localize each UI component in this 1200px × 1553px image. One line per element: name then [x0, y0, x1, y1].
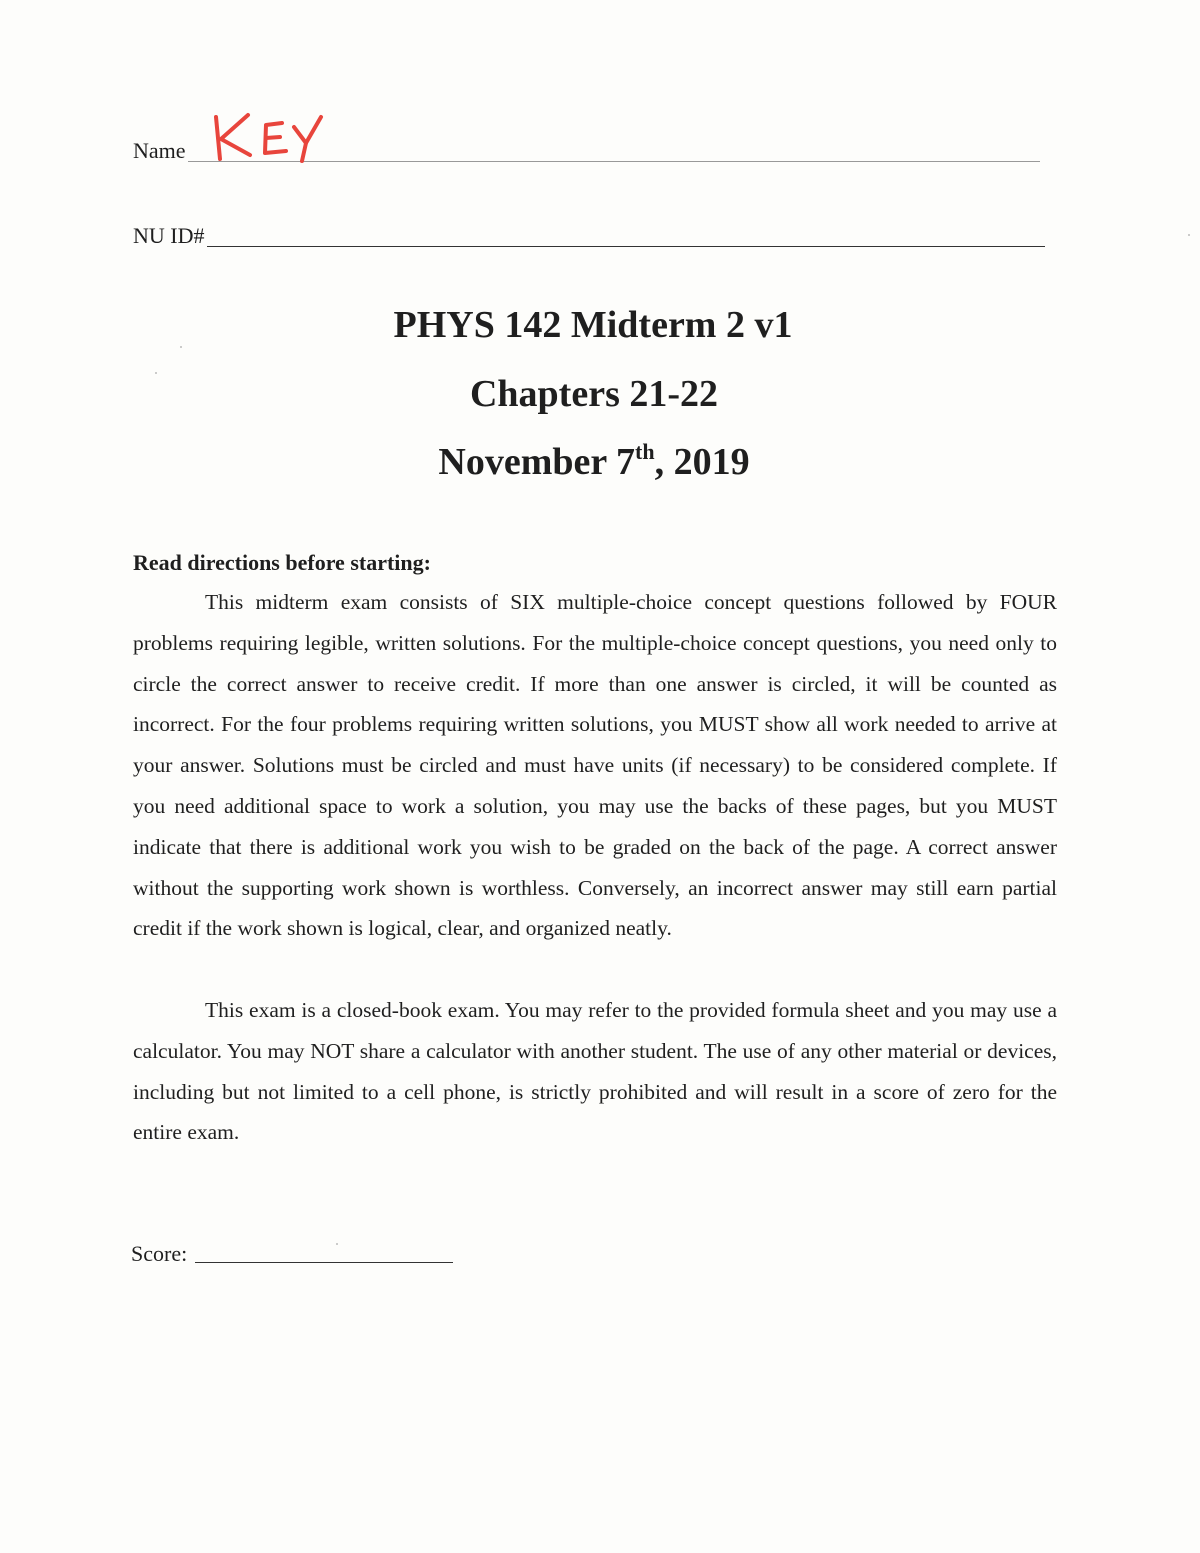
name-field-row: [133, 140, 1040, 162]
exam-title: PHYS 142 Midterm 2 v1: [393, 304, 793, 346]
scan-speck: [155, 372, 157, 374]
exam-date-main: November 7: [438, 441, 636, 483]
directions-heading: Read directions before starting:: [133, 550, 431, 575]
score-field[interactable]: [195, 1261, 453, 1263]
name-field[interactable]: [188, 160, 1040, 162]
directions-paragraph-1: This midterm exam consists of SIX multiple-choice concept questions followed by FOUR problems requiring legible, written solutions. For the multiple-choice concept questions, you need only to circle the correct answer to receive credit. If more than one answer is circled, it will be counted as incorrect. For the four problems requiring written solutions, you MUST show all work needed to arrive at your answer. Solutions must be circled and must have units (if necessary) to be considered complete. If you need additional space to work a solution, you may use the backs of these pages, but you MUST indicate that there is additional work you wish to be graded on the back of the page. A correct answer without the supporting work shown is worthless. Conversely, an incorrect answer may still earn partial credit if the work shown is logical, clear, and organized neatly.: [133, 590, 1057, 941]
handwritten-key-answer: [208, 109, 328, 165]
exam-chapters: Chapters 21-22: [469, 373, 719, 415]
score-label: Score:: [131, 1241, 188, 1266]
exam-date-suffix: th: [635, 439, 655, 464]
exam-date: [0, 440, 1194, 484]
scan-speck: [1188, 234, 1190, 236]
score-field-row: [131, 1243, 453, 1265]
name-label: Name: [133, 138, 186, 163]
scan-speck: [336, 1243, 338, 1245]
exam-date-year: , 2019: [654, 441, 750, 483]
directions-paragraph-2: This exam is a closed-book exam. You may refer to the provided formula sheet and you may use a calculator. You may NOT share a calculator with another student. The use of any other material or devices, including but not limited to a cell phone, is strictly prohibited and will result in a score of zero for the entire exam.: [133, 998, 1057, 1145]
scan-speck: [180, 346, 182, 348]
nuid-field[interactable]: [207, 245, 1045, 247]
nuid-label: NU ID#: [133, 223, 205, 248]
nuid-field-row: [133, 225, 1045, 247]
